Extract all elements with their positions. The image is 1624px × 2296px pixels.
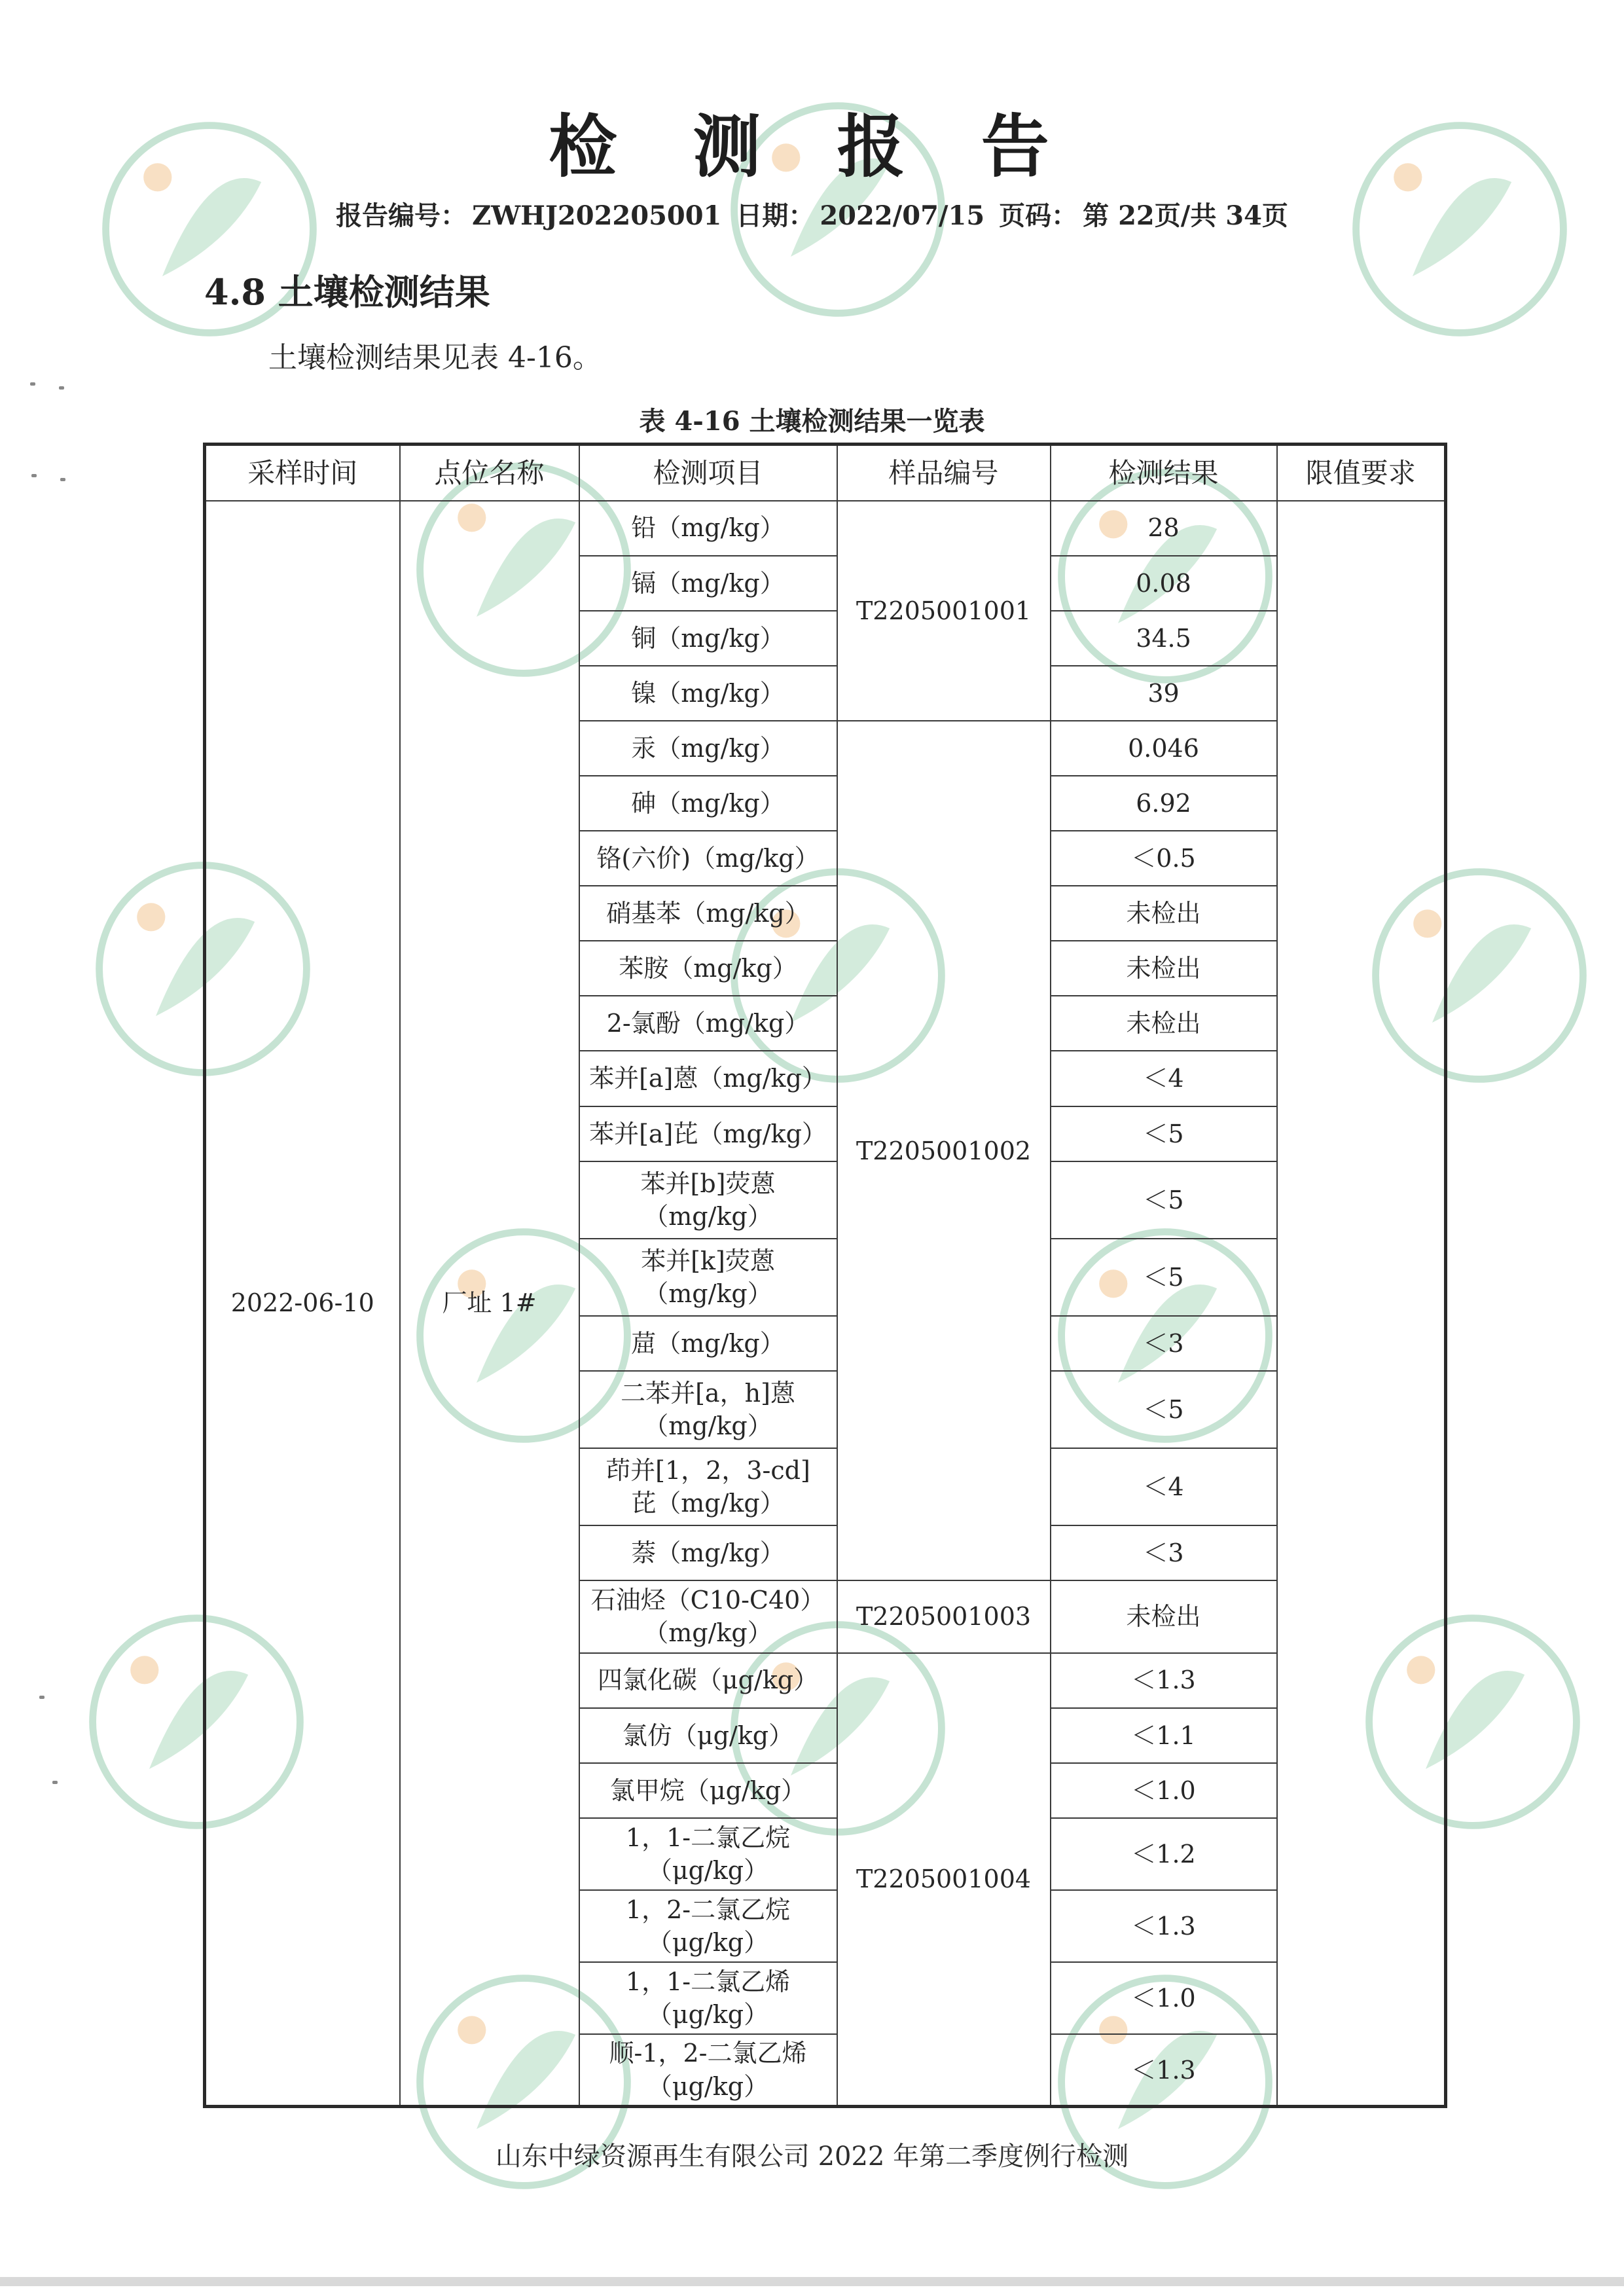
result-cell: ＜5 — [1051, 1239, 1277, 1316]
item-cell: 苯并[a]芘（mg/kg） — [579, 1106, 837, 1161]
item-line: 苯并[b]荧蒽 — [640, 1169, 776, 1198]
item-cell — [579, 1161, 837, 1239]
report-no-label: 报告编号： — [336, 200, 467, 231]
result-cell: ＜1.0 — [1051, 1763, 1277, 1818]
result-cell: ＜1.2 — [1051, 1818, 1277, 1890]
item-cell: 2-氯酚（mg/kg） — [579, 996, 837, 1051]
item-line: （μg/kg） — [647, 1927, 769, 1957]
item-cell — [579, 2034, 837, 2106]
result-cell: 28 — [1051, 501, 1277, 556]
table-header-row — [205, 445, 1446, 501]
item-cell — [579, 1371, 837, 1448]
sample-id-cell: T2205001001 — [837, 501, 1051, 721]
section-heading: 4.8 土壤检测结果 — [204, 271, 490, 313]
page-footer: 山东中绿资源再生有限公司 2022 年第二季度例行检测 — [495, 2141, 1129, 2172]
item-cell: 䓛（mg/kg） — [579, 1316, 837, 1371]
item-cell: 铅（mg/kg） — [579, 501, 837, 556]
result-cell: 未检出 — [1051, 1580, 1277, 1652]
item-cell — [579, 1448, 837, 1525]
result-cell: 0.08 — [1051, 556, 1277, 611]
scan-speck — [52, 1781, 58, 1784]
report-date: 2022/07/15 — [820, 200, 985, 231]
item-line: （mg/kg） — [643, 1412, 772, 1441]
scan-speck — [39, 1696, 45, 1699]
item-cell: 四氯化碳（μg/kg） — [579, 1653, 837, 1708]
result-cell: ＜4 — [1051, 1051, 1277, 1106]
item-cell: 镉（mg/kg） — [579, 556, 837, 611]
item-line: 茚并[1，2，3-cd] — [605, 1456, 810, 1485]
sample-id-cell: T2205001003 — [837, 1580, 1051, 1652]
section-intro: 土壤检测结果见表 4-16。 — [268, 341, 602, 374]
result-cell: ＜5 — [1051, 1106, 1277, 1161]
item-cell — [579, 1818, 837, 1890]
result-cell: ＜1.3 — [1051, 1890, 1277, 1962]
item-cell: 铜（mg/kg） — [579, 611, 837, 666]
scan-edge-line — [0, 2277, 1624, 2286]
result-cell: ＜3 — [1051, 1525, 1277, 1580]
item-cell — [579, 1239, 837, 1316]
item-cell — [579, 1580, 837, 1652]
result-cell: ＜0.5 — [1051, 831, 1277, 886]
result-cell: 6.92 — [1051, 776, 1277, 831]
item-cell: 苯胺（mg/kg） — [579, 941, 837, 996]
result-cell: 未检出 — [1051, 941, 1277, 996]
item-line: 1，1-二氯乙烷 — [625, 1823, 791, 1852]
scan-speck — [31, 474, 37, 477]
scan-speck — [59, 386, 64, 390]
item-cell: 硝基苯（mg/kg） — [579, 886, 837, 941]
item-line: （μg/kg） — [647, 2071, 769, 2101]
result-cell: 0.046 — [1051, 721, 1277, 776]
result-cell: ＜1.0 — [1051, 1962, 1277, 2034]
item-line: 1，2-二氯乙烷 — [625, 1895, 791, 1924]
item-line: （μg/kg） — [647, 2000, 769, 2030]
result-cell: ＜5 — [1051, 1161, 1277, 1239]
item-line: （μg/kg） — [647, 1855, 769, 1885]
item-line: 石油烃（C10-C40） — [590, 1586, 825, 1615]
item-line: 苯并[k]荧蒽 — [641, 1246, 775, 1275]
report-meta — [0, 195, 1624, 232]
header-cell: 样品编号 — [837, 445, 1051, 501]
result-cell: 39 — [1051, 666, 1277, 721]
page-label: 页码： — [999, 200, 1078, 231]
item-cell — [579, 1890, 837, 1962]
item-cell: 汞（mg/kg） — [579, 721, 837, 776]
result-cell: ＜5 — [1051, 1371, 1277, 1448]
scan-speck — [60, 478, 65, 481]
site-cell: 厂址 1# — [400, 501, 579, 2107]
item-line: （mg/kg） — [643, 1279, 772, 1308]
result-cell: 34.5 — [1051, 611, 1277, 666]
header-cell: 点位名称 — [400, 445, 579, 501]
item-cell: 氯甲烷（μg/kg） — [579, 1763, 837, 1818]
table-row — [205, 501, 1446, 556]
result-cell: 未检出 — [1051, 886, 1277, 941]
date-label: 日期： — [736, 200, 815, 231]
item-cell: 镍（mg/kg） — [579, 666, 837, 721]
item-cell: 苯并[a]蒽（mg/kg） — [579, 1051, 837, 1106]
sample-id-cell: T2205001004 — [837, 1653, 1051, 2107]
item-line: 二苯并[a，h]蒽 — [621, 1378, 795, 1408]
sampling-time-cell: 2022-06-10 — [205, 501, 400, 2107]
limit-cell — [1277, 501, 1446, 2107]
item-cell: 萘（mg/kg） — [579, 1525, 837, 1580]
result-cell: ＜4 — [1051, 1448, 1277, 1525]
result-cell: ＜1.3 — [1051, 1653, 1277, 1708]
table-caption: 表 4-16 土壤检测结果一览表 — [639, 406, 985, 437]
item-line: 芘（mg/kg） — [631, 1489, 785, 1518]
item-cell: 铬(六价)（mg/kg） — [579, 831, 837, 886]
item-line: 1，1-二氯乙烯 — [625, 1967, 791, 1996]
page-number: 第 22页/共 34页 — [1083, 200, 1288, 231]
sample-id-cell: T2205001002 — [837, 721, 1051, 1581]
result-cell: ＜3 — [1051, 1316, 1277, 1371]
results-table — [203, 443, 1447, 2108]
item-cell: 氯仿（μg/kg） — [579, 1708, 837, 1763]
report-title: 检 测 报 告 — [549, 107, 1075, 187]
report-no: ZWHJ202205001 — [472, 200, 722, 231]
item-line: （mg/kg） — [643, 1201, 772, 1231]
header-cell: 检测项目 — [579, 445, 837, 501]
item-line: 顺-1，2-二氯乙烯 — [609, 2039, 807, 2068]
result-cell: 未检出 — [1051, 996, 1277, 1051]
header-cell: 采样时间 — [205, 445, 400, 501]
item-cell — [579, 1962, 837, 2034]
item-cell: 砷（mg/kg） — [579, 776, 837, 831]
header-cell: 检测结果 — [1051, 445, 1277, 501]
result-cell: ＜1.3 — [1051, 2034, 1277, 2106]
scan-speck — [30, 382, 35, 386]
result-cell: ＜1.1 — [1051, 1708, 1277, 1763]
header-cell: 限值要求 — [1277, 445, 1446, 501]
item-line: （mg/kg） — [643, 1618, 772, 1648]
